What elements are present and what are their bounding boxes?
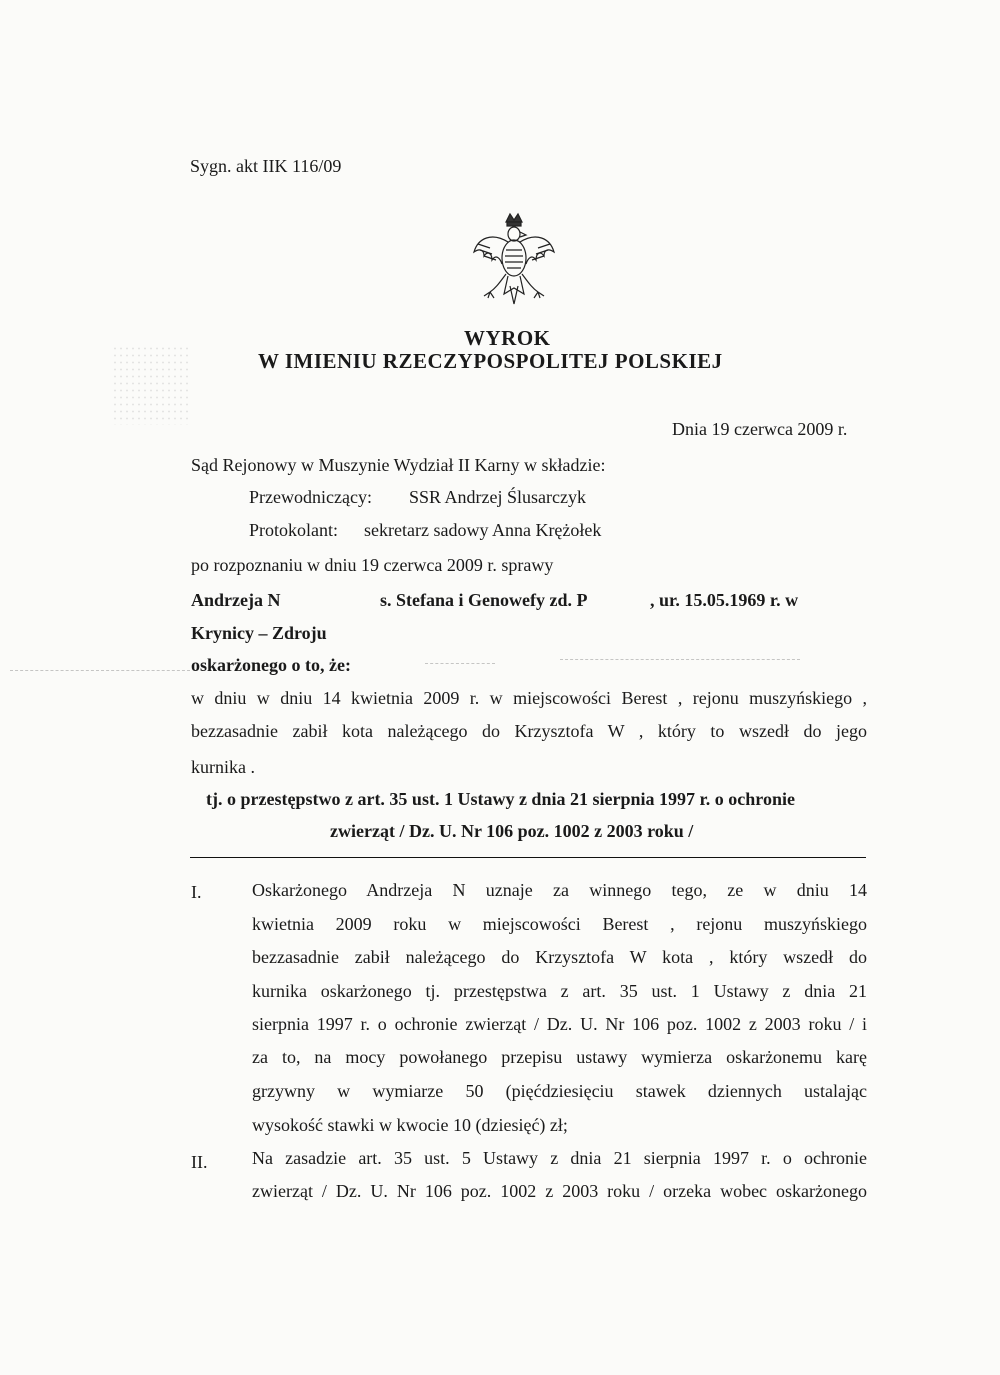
presiding-label: Przewodniczący: [249,487,372,507]
verdict-point-line: Oskarżonego Andrzeja N uznaje za winnego tego, ze w dniu 14 [252,880,867,900]
charge-line: w dniu w dniu 14 kwietnia 2009 r. w miejscowości Berest , rejonu muszyńskiego , [191,688,867,708]
charge-line: bezzasadnie zabił kota należącego do Krzysztofa W , który to wszedł do jego [191,721,867,741]
hearing-date: po rozpoznaniu w dniu 19 czerwca 2009 r. sprawy [191,555,554,575]
verdict-point-numeral: I. [191,882,202,902]
verdict-point-line: grzywny w wymiarze 50 (pięćdziesięciu stawek dziennych ustalając [252,1081,867,1101]
defendant-parents: s. Stefana i Genowefy zd. P [380,590,588,610]
verdict-point-line: za to, na mocy powołanego przepisu ustawy wymierza oskarżonemu karę [252,1047,867,1067]
verdict-point-line: zwierząt / Dz. U. Nr 106 poz. 1002 z 2003 roku / orzeka wobec oskarżonego [252,1181,867,1201]
defendant-name: Andrzeja N [191,590,281,610]
legal-qualification-cont: zwierząt / Dz. U. Nr 106 poz. 1002 z 2003 roku / [330,821,694,841]
polish-eagle-emblem [470,208,558,308]
verdict-point-line: bezzasadnie zabił należącego do Krzysztofa W kota , który wszedł do [252,947,867,967]
verdict-point-line: kwietnia 2009 roku w miejscowości Berest , rejonu muszyńskiego [252,914,867,934]
court-composition: Sąd Rejonowy w Muszynie Wydział II Karny w składzie: [191,455,606,475]
verdict-date: Dnia 19 czerwca 2009 r. [672,419,848,439]
verdict-title: WYROK [464,326,551,350]
scan-noise [112,345,192,425]
fold-line [425,663,495,664]
defendant-birth: , ur. 15.05.1969 r. w [650,590,799,610]
verdict-point-line: wysokość stawki w kwocie 10 (dziesięć) zł; [252,1115,568,1135]
case-reference: Sygn. akt IIK 116/09 [190,156,342,176]
legal-qualification: tj. o przestępstwo z art. 35 ust. 1 Ustawy z dnia 21 sierpnia 1997 r. o ochronie [206,789,795,809]
charge-line: kurnika . [191,757,255,777]
verdict-point-line: kurnika oskarżonego tj. przestępstwa z art. 35 ust. 1 Ustawy z dnia 21 [252,981,867,1001]
charge-intro: oskarżonego o to, że: [191,655,351,675]
section-divider [190,857,866,858]
verdict-point-line: Na zasadzie art. 35 ust. 5 Ustawy z dnia 21 sierpnia 1997 r. o ochronie [252,1148,867,1168]
verdict-subtitle: W IMIENIU RZECZYPOSPOLITEJ POLSKIEJ [258,349,723,373]
verdict-point-line: sierpnia 1997 r. o ochronie zwierząt / Dz. U. Nr 106 poz. 1002 z 2003 roku / i [252,1014,867,1034]
defendant-birthplace: Krynicy – Zdroju [191,623,327,643]
clerk-name: sekretarz sadowy Anna Krężołek [364,520,602,540]
verdict-point-numeral: II. [191,1152,208,1172]
fold-line [10,670,190,671]
presiding-judge: SSR Andrzej Ślusarczyk [409,487,586,507]
clerk-label: Protokolant: [249,520,338,540]
fold-line [560,659,800,660]
